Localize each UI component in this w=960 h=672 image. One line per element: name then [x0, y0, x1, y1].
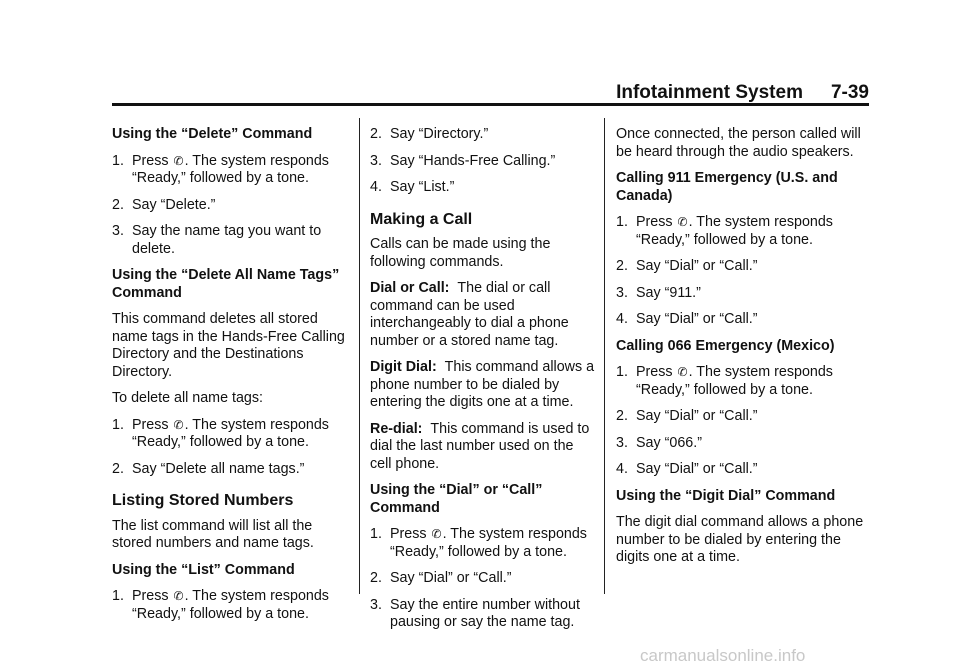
step-text: Say “Delete all name tags.”: [132, 460, 305, 477]
step-text: Say “Dial” or “Call.”: [636, 311, 758, 327]
heading-delete-command: Using the “Delete” Command: [112, 126, 313, 142]
step-number: 2.: [112, 460, 124, 477]
step-text-pre: Press: [132, 416, 173, 433]
paragraph-listing: The list command will list all the stored numbers and name tags.: [112, 517, 314, 551]
term-text: This command is used to dial the last number used on the cell phone.: [370, 420, 590, 472]
term-text: This command allows a phone number to be dialed by entering the digits one at a time.: [370, 359, 595, 410]
step: [616, 364, 866, 399]
paragraph-connected: Once connected, the person called will be heard through the audio speakers.: [616, 126, 861, 160]
step-number: 2.: [112, 196, 124, 213]
step: [616, 258, 866, 276]
step-text: Say “911.”: [636, 284, 701, 301]
step: [112, 153, 348, 188]
step-text: Say “066.”: [636, 434, 702, 451]
step-text: [132, 153, 348, 188]
step-text: Say the name tag you want to delete.: [132, 223, 322, 257]
step: [616, 285, 866, 303]
step-number: 1.: [616, 364, 628, 380]
step: [616, 311, 866, 329]
definition-dial-or-call: [370, 280, 598, 350]
phone-icon: ✆: [431, 527, 442, 541]
step-text-post: . The system responds “Ready,” followed by a tone.: [132, 416, 329, 450]
step: [616, 214, 866, 249]
step-number: 3.: [370, 152, 382, 169]
heading-listing-stored-numbers: Listing Stored Numbers: [112, 492, 294, 509]
step: [112, 417, 348, 452]
page-number: 7-39: [830, 82, 869, 103]
step: [370, 597, 598, 632]
step-number: 3.: [370, 596, 382, 613]
step-text: Say “Dial” or “Call.”: [390, 570, 512, 586]
step-number: 4.: [616, 461, 628, 477]
step-text: [132, 588, 348, 623]
step-text: Say “List.”: [390, 179, 455, 195]
step-text: [390, 526, 598, 561]
step-text: Say “Dial” or “Call.”: [636, 461, 758, 477]
phone-icon: ✆: [173, 417, 184, 432]
phone-icon: ✆: [677, 365, 688, 379]
step-text-post: . The system responds “Ready,” followed by a tone.: [636, 364, 833, 398]
term-label: Re‑dial:: [370, 420, 423, 437]
step-number: 3.: [616, 434, 628, 451]
step-text-post: . The system responds “Ready,” followed by a tone.: [390, 526, 587, 560]
step-number: 4.: [370, 179, 382, 195]
column-2: [370, 126, 598, 641]
step-number: 2.: [616, 258, 628, 274]
step-number: 3.: [616, 284, 628, 301]
step: [616, 461, 866, 479]
step-text: Say “Dial” or “Call.”: [636, 408, 758, 424]
paragraph-delete-all: This command deletes all stored name tags in the Hands‑Free Calling Directory and the Destinations Directory.: [112, 311, 345, 380]
step-number: 1.: [112, 588, 124, 604]
heading-making-a-call: Making a Call: [370, 210, 473, 228]
step-text: Say “Dial” or “Call.”: [636, 258, 758, 274]
definition-redial: [370, 421, 598, 474]
step: [112, 223, 348, 258]
step: [616, 408, 866, 426]
heading-list-command: Using the “List” Command: [112, 561, 295, 578]
step-text: [132, 417, 348, 452]
step-number: 2.: [370, 570, 382, 586]
step: [370, 153, 598, 171]
step-text: Say “Delete.”: [132, 196, 216, 213]
step: [616, 435, 866, 453]
heading-dial-call-command: Using the “Dial” or “Call” Command: [370, 482, 543, 516]
heading-delete-all: Using the “Delete All Name Tags” Command: [112, 267, 340, 301]
step-number: 1.: [112, 416, 124, 433]
term-label: Dial or Call:: [370, 280, 450, 296]
step: [370, 526, 598, 561]
heading-digit-dial-command: Using the “Digit Dial” Command: [616, 487, 836, 504]
page-header: [112, 80, 869, 104]
header-rule: [112, 103, 869, 106]
step-text-pre: Press: [636, 214, 677, 230]
step-number: 2.: [370, 126, 382, 142]
step-number: 2.: [616, 408, 628, 424]
step-text: Say “Directory.”: [390, 126, 489, 142]
definition-digit-dial: [370, 359, 598, 412]
column-3: [616, 126, 866, 576]
step: [370, 179, 598, 197]
step: [112, 197, 348, 215]
step: [112, 588, 348, 623]
step-text: Say “Hands‑Free Calling.”: [390, 152, 556, 169]
step-number: 1.: [112, 152, 124, 169]
step-text: [636, 364, 866, 399]
step-number: 4.: [616, 311, 628, 327]
step-text: [636, 214, 866, 249]
watermark: carmanualsonline.info: [640, 646, 806, 665]
step-text-pre: Press: [390, 526, 431, 542]
step-text-post: . The system responds “Ready,” followed by a tone.: [132, 588, 329, 622]
column-1: [112, 126, 348, 632]
column-divider-1: [359, 118, 360, 594]
term-label: Digit Dial:: [370, 359, 437, 375]
step-text: Say the entire number without pausing or say the name tag.: [390, 596, 580, 630]
step-text-pre: Press: [132, 152, 173, 169]
step-text-post: . The system responds “Ready,” followed by a tone.: [132, 152, 329, 186]
step: [370, 570, 598, 588]
step-number: 1.: [616, 214, 628, 230]
paragraph-digit-dial: The digit dial command allows a phone number to be dialed by entering the digits one at a time.: [616, 514, 864, 565]
column-divider-2: [604, 118, 605, 594]
step: [112, 461, 348, 479]
heading-calling-066: Calling 066 Emergency (Mexico): [616, 337, 835, 354]
heading-calling-911: Calling 911 Emergency (U.S. and Canada): [616, 170, 838, 204]
step-text-pre: Press: [636, 364, 677, 380]
step-text-post: . The system responds “Ready,” followed by a tone.: [636, 214, 833, 248]
step-number: 3.: [112, 223, 124, 239]
term-text: The dial or call command can be used interchangeably to dial a phone number or a stored name tag.: [370, 280, 569, 349]
paragraph-to-delete: To delete all name tags:: [112, 390, 264, 406]
paragraph-making-a-call: Calls can be made using the following commands.: [370, 236, 551, 270]
step-text-pre: Press: [132, 588, 173, 604]
phone-icon: ✆: [173, 153, 184, 168]
section-title: Infotainment System: [616, 82, 803, 103]
step: [370, 126, 598, 144]
phone-icon: ✆: [677, 215, 688, 229]
step-number: 1.: [370, 526, 382, 542]
phone-icon: ✆: [173, 589, 184, 603]
